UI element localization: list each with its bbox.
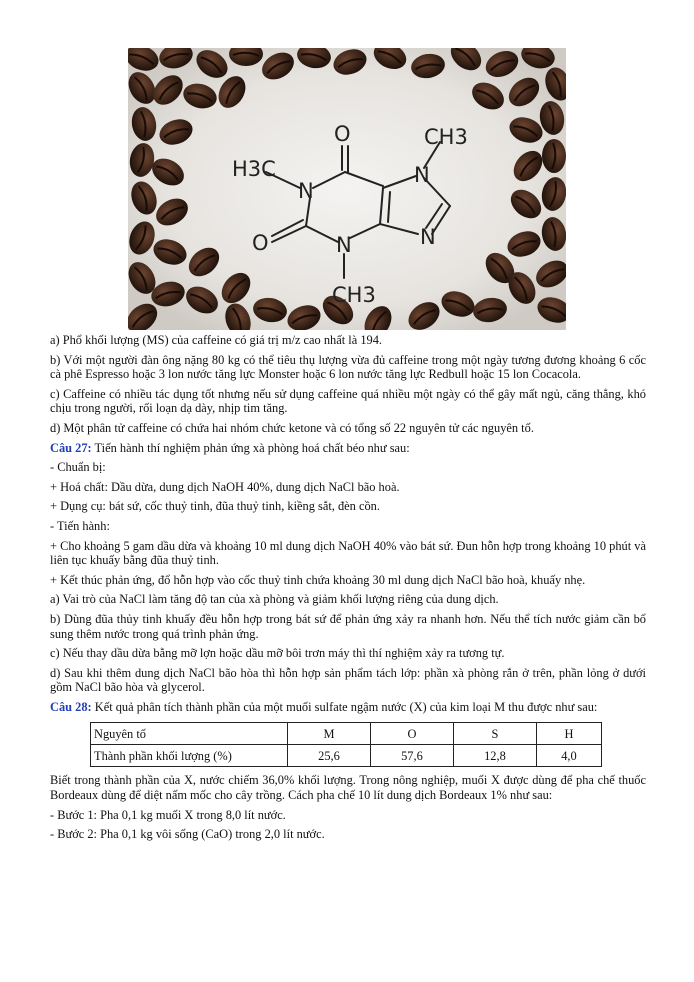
question-text	[50, 333, 646, 847]
table-header-cell: O	[370, 723, 453, 745]
q27-prep-heading: - Chuẩn bị:	[50, 460, 106, 475]
caffeine-structure-image	[128, 48, 566, 330]
table-row	[91, 745, 602, 767]
table-header-row	[91, 723, 602, 745]
q27-step-2: + Kết thúc phản ứng, đổ hỗn hợp vào cốc thuỷ tinh chứa khoảng 30 ml dung dịch NaCl bão hoà, khuấy nhẹ.	[50, 572, 586, 587]
statement-d-prev: d) Một phân tử caffeine có chứa hai nhóm chức ketone và có tổng số 22 nguyên tử các nguyên tố.	[50, 420, 534, 435]
q28-step-1: - Bước 1: Pha 0,1 kg muối X trong 8,0 lít nước.	[50, 807, 286, 822]
q27-statement-a: a) Vai trò của NaCl làm tăng độ tan của xà phòng và giảm khối lượng riêng của dung dịch.	[50, 592, 499, 607]
q27-statement-b: b) Dùng đũa thủy tinh khuấy đều hỗn hợp trong bát sứ để phản ứng xảy ra nhanh hơn. Nếu thể tích nước giảm cần bổ sung thêm nước trong quá trình phản ứng.	[50, 611, 646, 641]
table-cell: Thành phần khối lượng (%)	[91, 745, 288, 767]
atom-h3c-left: H3C	[232, 157, 276, 181]
table-cell: 57,6	[370, 745, 453, 767]
table-header-cell: H	[536, 723, 601, 745]
question-28-intro: Kết quả phân tích thành phần của một muối sulfate ngậm nước (X) của kim loại M thu được như sau:	[91, 699, 598, 714]
question-27-heading	[50, 441, 646, 456]
statement-a-prev: a) Phổ khối lượng (MS) của caffeine có giá trị m/z cao nhất là 194.	[50, 333, 382, 347]
question-27-label: Câu 27:	[50, 440, 92, 455]
question-28-heading	[50, 700, 646, 715]
atom-n-left: N	[298, 179, 314, 203]
q27-chemicals: + Hoá chất: Dầu dừa, dung dịch NaOH 40%, dung dịch NaCl bão hoà.	[50, 479, 400, 494]
atom-n-imidazole-top: N	[414, 163, 430, 187]
atom-o-left: O	[252, 231, 269, 255]
atom-ch3-bottom: CH3	[332, 283, 376, 307]
q28-context: Biết trong thành phần của X, nước chiếm 36,0% khối lượng. Trong nông nghiệp, muối X được dùng để pha chế thuốc Bordeaux dùng để diệt nấm mốc cho cây trồng. Cách pha chế 10 lít dung dịch Bordeaux 1% như sau:	[50, 773, 646, 803]
table-header-cell: S	[453, 723, 536, 745]
atom-n-bottom: N	[336, 233, 352, 257]
atom-o-top: O	[334, 122, 351, 146]
q27-statement-c: c) Nếu thay dầu dừa bằng mỡ lợn hoặc dầu mỡ bôi trơn máy thì thí nghiệm xảy ra tương tự.	[50, 646, 505, 661]
statement-c-prev: c) Caffeine có nhiều tác dụng tốt nhưng nếu sử dụng caffeine quá nhiều một ngày có thể gây mất ngủ, căng thẳng, khó chịu trong người, rối loạn dạ dày, nhịp tim tăng.	[50, 386, 646, 416]
table-header-cell: Nguyên tố	[91, 723, 288, 745]
caffeine-figure	[128, 48, 566, 330]
question-27-intro: Tiến hành thí nghiệm phản ứng xà phòng hoá chất béo như sau:	[91, 440, 410, 455]
question-28-label: Câu 28:	[50, 699, 92, 714]
table-cell: 25,6	[288, 745, 371, 767]
table-header-cell: M	[288, 723, 371, 745]
q27-statement-d: d) Sau khi thêm dung dịch NaCl bão hòa thì hỗn hợp sản phẩm tách lớp: phần xà phòng rắn ở trên, phần lỏng ở dưới gồm NaCl bão hòa và glycerol.	[50, 665, 646, 695]
composition-table	[90, 722, 602, 767]
q27-equipment: + Dụng cụ: bát sứ, cốc thuỷ tinh, đũa thuỷ tinh, kiềng sắt, đèn cồn.	[50, 499, 380, 514]
q28-step-2: - Bước 2: Pha 0,1 kg vôi sống (CaO) trong 2,0 lít nước.	[50, 827, 325, 842]
q27-step-1: + Cho khoảng 5 gam dầu dừa và khoảng 10 ml dung dịch NaOH 40% vào bát sứ. Đun hỗn hợp trong khoảng 10 phút và liên tục khuấy bằng đũa thuỷ tinh.	[50, 538, 646, 568]
statement-b-prev: b) Với một người đàn ông nặng 80 kg có thể tiêu thụ lượng vừa đủ caffeine trong một ngày tương đương khoảng 6 cốc cà phê Espresso hoặc 3 lon nước tăng lực Monster hoặc 6 lon nước tăng lực Redbull hoặc 15 lon Cocacola.	[50, 352, 646, 382]
atom-n-imidazole-bottom: N	[420, 225, 436, 249]
table-cell: 12,8	[453, 745, 536, 767]
atom-ch3-top: CH3	[424, 125, 468, 149]
q27-procedure-heading: - Tiến hành:	[50, 518, 110, 533]
table-cell: 4,0	[536, 745, 601, 767]
